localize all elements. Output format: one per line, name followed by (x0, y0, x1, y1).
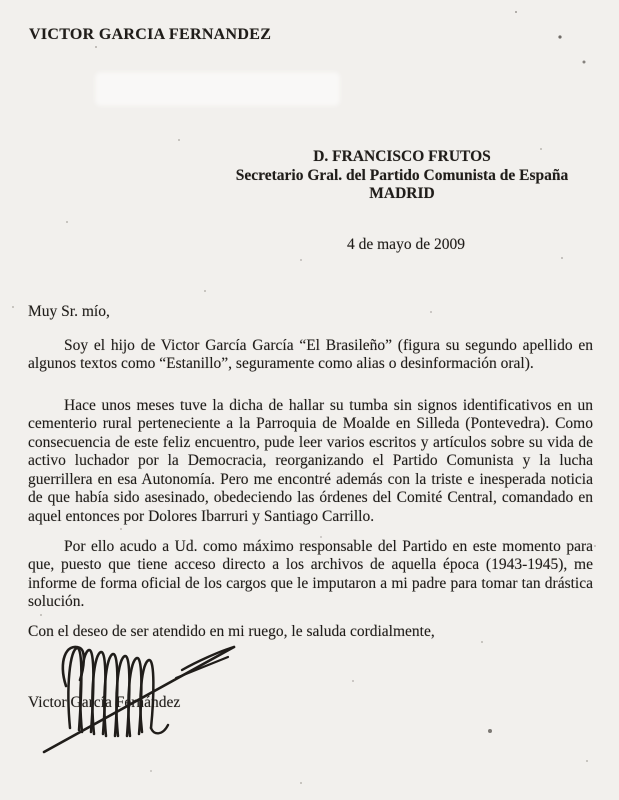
letter-date: 4 de mayo de 2009 (347, 236, 465, 253)
recipient-name: D. FRANCISCO FRUTOS (313, 148, 491, 165)
paragraph-2: Hace unos meses tuve la dicha de hallar su tumba sin signos identificativos en un cementerio rural perteneciente a la Parroquia de Moalde en Silleda (Pontevedra). Como consecuencia de este feliz encuentro, pude leer varios escritos y artículos sobre su vida de activo luchador por la Democracia, reorganizando el Partido Comunista y la lucha guerrillera en esa Autonomía. Pero me encontré además con la triste e inesperada noticia de que había sido asesinado, obedeciendo las órdenes del Comité Central, comandado en aquel entonces por Dolores Ibarruri y Santiago Carrillo. (28, 397, 593, 525)
scan-noise-specks (0, 0, 2, 2)
recipient-block (220, 148, 584, 204)
recipient-city: MADRID (369, 185, 435, 203)
erased-text-smudge (95, 72, 340, 106)
sender-name: VICTOR GARCIA FERNANDEZ (29, 26, 272, 43)
paragraph-1: Soy el hijo de Victor García García “El Brasileño” (figura su segundo apellido en algunos textos como “Estanillo”, seguramente como alias o desinformación oral). (28, 337, 593, 373)
paragraph-3: Por ello acudo a Ud. como máximo responsable del Partido en este momento para que, puesto que tiene acceso directo a los archivos de aquella época (1943-1945), me informe de forma oficial de los cargos que le imputaron a mi padre para tomar tan drástica solución. (28, 538, 593, 611)
signature-typed-name: Victor García Fernández (28, 694, 181, 711)
salutation: Muy Sr. mío, (28, 303, 110, 320)
closing-line: Con el deseo de ser atendido en mi ruego, le saluda cordialmente, (28, 623, 435, 640)
recipient-title: Secretario Gral. del Partido Comunista de España (235, 166, 569, 184)
